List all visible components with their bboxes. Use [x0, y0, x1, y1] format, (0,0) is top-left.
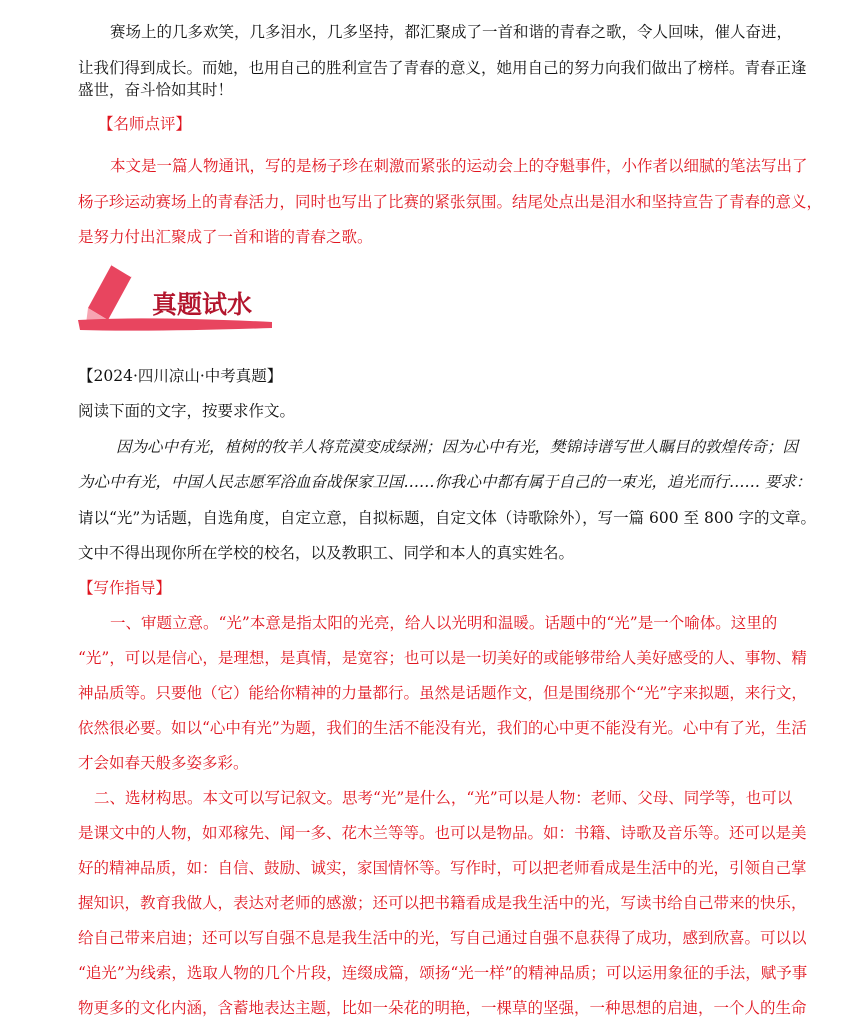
- guide-line: 一、审题立意。“光”本意是指太阳的光亮，给人以光明和温暖。话题中的“光”是一个喻体。这里的: [110, 614, 778, 632]
- intro-line: 赛场上的几多欢笑，几多泪水，几多坚持，都汇聚成了一首和谐的青春之歌，令人回味，催人奋进，: [110, 23, 793, 41]
- prompt-line: 因为心中有光，植树的牧羊人将荒漠变成绿洲；因为心中有光，樊锦诗谱写世人瞩目的敦煌传奇；因: [116, 438, 799, 456]
- prompt-line: 请以“光”为话题，自选角度，自定立意，自拟标题，自定文体（诗歌除外），写一篇 600 至 800 字的文章。: [78, 509, 816, 527]
- guide-heading: 【写作指导】: [78, 579, 172, 597]
- guide-line: “光”，可以是信心，是理想，是真情，是宽容；也可以是一切美好的或能够带给人美好感受的人、事物、精: [78, 649, 807, 667]
- logo-text: 真题试水: [152, 290, 253, 319]
- comment-heading: 【名师点评】: [98, 115, 192, 133]
- guide-line: 才会如春天般多姿多彩。: [78, 754, 249, 772]
- comment-line: 本文是一篇人物通讯，写的是杨子珍在刺激而紧张的运动会上的夺魁事件，小作者以细腻的笔法写出了: [110, 157, 808, 175]
- intro-line: 让我们得到成长。而她，也用自己的胜利宣告了青春的意义，她用自己的努力向我们做出了榜样。青春正逢: [78, 59, 807, 77]
- guide-line: 依然很必要。如以“心中有光”为题，我们的生活不能没有光，我们的心中更不能没有光。心中有了光，生活: [78, 719, 807, 737]
- guide-line: 握知识，教育我做人，表达对老师的感激；还可以把书籍看成是我生活中的光，写读书给自己带来的快乐，: [78, 894, 807, 912]
- guide-line: “追光”为线索，选取人物的几个片段，连缀成篇，颂扬“光一样”的精神品质；可以运用象征的手法，赋予事: [78, 964, 808, 982]
- guide-line: 神品质等。只要他（它）能给你精神的力量都行。虽然是话题作文，但是围绕那个“光”字来拟题，来行文，: [78, 684, 807, 702]
- guide-line: 给自己带来启迪；还可以写自强不息是我生活中的光，写自己通过自强不息获得了成功，感到欣喜。可以以: [78, 929, 807, 947]
- guide-line: 二、选材构思。本文可以写记叙文。思考“光”是什么，“光”可以是人物：老师、父母、同学等，也可以: [94, 789, 793, 807]
- intro-line: 盛世，奋斗恰如其时！: [78, 81, 234, 99]
- prompt-line: 文中不得出现你所在学校的校名，以及教职工、同学和本人的真实姓名。: [78, 544, 575, 562]
- section-logo: [76, 258, 281, 336]
- guide-line: 物更多的文化内涵，含蓄地表达主题，比如一朵花的明艳，一棵草的坚强，一种思想的启迪，一个人的生命: [78, 999, 807, 1017]
- exam-instruction: 阅读下面的文字，按要求作文。: [78, 402, 296, 420]
- exam-source: 【2024·四川凉山·中考真题】: [78, 367, 283, 385]
- pencil-icon: [86, 264, 132, 324]
- comment-line: 是努力付出汇聚成了一首和谐的青春之歌。: [78, 228, 373, 246]
- prompt-line: 为心中有光，中国人民志愿军浴血奋战保家卫国……你我心中都有属于自己的一束光，追光而行…… 要求：: [78, 473, 812, 491]
- comment-line: 杨子珍运动赛场上的青春活力，同时也写出了比赛的紧张氛围。结尾处点出是泪水和坚持宣告了青春的意义，: [78, 193, 823, 211]
- brush-stroke: [78, 318, 272, 330]
- guide-line: 是课文中的人物，如邓稼先、闻一多、花木兰等等。也可以是物品。如：书籍、诗歌及音乐等。还可以是美: [78, 824, 807, 842]
- guide-line: 好的精神品质，如：自信、鼓励、诚实，家国情怀等。写作时，可以把老师看成是生活中的光，引领自己掌: [78, 859, 807, 877]
